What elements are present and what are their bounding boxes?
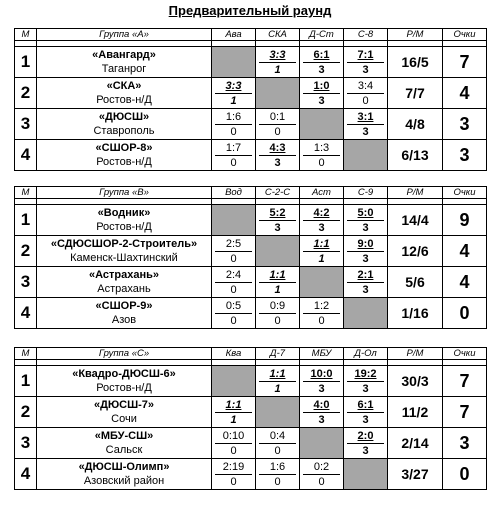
match-result-cell [344,78,388,109]
match-result-cell [212,140,256,171]
team-points: 3 [443,109,487,140]
match-result-cell [212,236,256,267]
match-points: 0 [274,444,281,457]
match-result-cell [256,140,300,171]
match-points: 0 [230,314,237,327]
match-score: 6:1 [347,398,384,413]
team-name: «СКА» [106,80,142,92]
match-points: 3 [274,156,281,169]
team-points: 0 [443,459,487,490]
header-opponent: Ава [212,29,256,41]
team-points: 7 [443,47,487,78]
match-score: 4:3 [259,141,296,156]
header-rm: Р/М [388,187,443,199]
team-points: 9 [443,205,487,236]
match-points: 1 [318,252,325,265]
match-score: 0:4 [259,429,296,444]
group-table-1 [14,28,487,171]
self-match-cell [212,47,256,78]
match-result-cell [212,267,256,298]
header-group-label: Группа «А» [37,29,212,41]
match-points: 3 [274,221,281,234]
team-position: 4 [15,459,37,490]
header-opponent: Ква [212,348,256,360]
team-position: 2 [15,78,37,109]
team-name: «СШОР-9» [95,300,153,312]
header-opponent: С-8 [344,29,388,41]
match-points: 3 [362,63,369,76]
match-result-cell [300,205,344,236]
self-match-cell [344,298,388,329]
match-score: 1:1 [259,367,296,382]
team-points: 3 [443,428,487,459]
match-points: 3 [362,252,369,265]
team-name: «ДЮСШ-Олимп» [78,461,170,473]
match-result-cell [344,109,388,140]
team-position: 3 [15,109,37,140]
table-row [15,78,487,109]
match-score: 1:6 [259,460,296,475]
goals-ratio: 7/7 [388,78,443,109]
match-score: 2:19 [215,460,252,475]
goals-ratio: 1/16 [388,298,443,329]
team-city: Ростов-н/Д [96,156,152,168]
team-city: Ростов-н/Д [96,94,152,106]
team-position: 1 [15,366,37,397]
table-row [15,267,487,298]
match-score: 3:3 [259,48,296,63]
team-cell [37,47,212,78]
match-score: 2:0 [347,429,384,444]
goals-ratio: 11/2 [388,397,443,428]
goals-ratio: 3/27 [388,459,443,490]
match-result-cell [256,428,300,459]
match-result-cell [256,205,300,236]
match-points: 0 [230,125,237,138]
match-result-cell [256,366,300,397]
goals-ratio: 6/13 [388,140,443,171]
match-points: 3 [362,413,369,426]
team-name: «СДЮСШОР-2-Строитель» [50,238,198,250]
match-points: 3 [362,382,369,395]
self-match-cell [344,459,388,490]
self-match-cell [300,109,344,140]
match-result-cell [256,298,300,329]
match-result-cell [256,267,300,298]
match-score: 1:3 [303,141,340,156]
team-position: 4 [15,298,37,329]
match-score: 0:10 [215,429,252,444]
match-score: 1:1 [303,237,340,252]
goals-ratio: 14/4 [388,205,443,236]
match-result-cell [300,140,344,171]
match-points: 1 [230,94,237,107]
header-opponent: Аст [300,187,344,199]
match-result-cell [256,47,300,78]
team-name: «МБУ-СШ» [94,430,154,442]
header-m: М [15,29,37,41]
match-score: 1:7 [215,141,252,156]
match-points: 0 [230,283,237,296]
match-result-cell [344,397,388,428]
match-score: 2:5 [215,237,252,252]
header-rm: Р/М [388,29,443,41]
match-score: 9:0 [347,237,384,252]
match-points: 3 [318,382,325,395]
page-title: Предварительный раунд [168,3,332,18]
header-opponent: Д-Ст [300,29,344,41]
group-header-row [15,348,487,360]
self-match-cell [256,236,300,267]
team-city: Ставрополь [93,125,155,137]
table-row [15,109,487,140]
match-score: 3:1 [347,110,384,125]
match-score: 5:2 [259,206,296,221]
team-city: Каменск-Шахтинский [70,252,178,264]
match-points: 3 [318,413,325,426]
match-result-cell [344,236,388,267]
team-points: 0 [443,298,487,329]
goals-ratio: 30/3 [388,366,443,397]
header-opponent: С-9 [344,187,388,199]
team-cell [37,236,212,267]
team-name: «Астрахань» [88,269,160,281]
match-points: 3 [318,63,325,76]
team-city: Азовский район [83,475,165,487]
match-points: 0 [274,125,281,138]
table-row [15,366,487,397]
match-points: 3 [318,221,325,234]
header-points: Очки [443,29,487,41]
team-position: 4 [15,140,37,171]
match-points: 1 [274,63,281,76]
table-row [15,397,487,428]
self-match-cell [344,140,388,171]
team-cell [37,397,212,428]
group-header-row [15,187,487,199]
self-match-cell [212,366,256,397]
match-points: 0 [318,156,325,169]
header-opponent: Д-7 [256,348,300,360]
match-result-cell [300,236,344,267]
match-points: 3 [362,125,369,138]
team-position: 1 [15,47,37,78]
match-score: 1:2 [303,299,340,314]
team-points: 7 [443,366,487,397]
team-city: Ростов-н/Д [96,382,152,394]
match-result-cell [300,78,344,109]
match-score: 0:1 [259,110,296,125]
group-header-row [15,29,487,41]
team-name: «Квадро-ДЮСШ-6» [72,368,176,380]
self-match-cell [256,397,300,428]
team-cell [37,78,212,109]
match-points: 0 [230,475,237,488]
header-points: Очки [443,187,487,199]
match-points: 0 [230,444,237,457]
match-score: 4:2 [303,206,340,221]
team-cell [37,366,212,397]
match-result-cell [300,47,344,78]
header-opponent: СКА [256,29,300,41]
match-score: 1:1 [215,398,252,413]
match-result-cell [212,397,256,428]
team-city: Сальск [105,444,143,456]
match-result-cell [300,366,344,397]
match-points: 0 [274,314,281,327]
team-points: 4 [443,78,487,109]
team-cell [37,140,212,171]
team-name: «ДЮСШ» [98,111,150,123]
team-name: «ДЮСШ-7» [93,399,155,411]
header-group-label: Группа «С» [37,348,212,360]
header-opponent: Вод [212,187,256,199]
match-score: 6:1 [303,48,340,63]
team-city: Сочи [111,413,137,425]
self-match-cell [300,428,344,459]
match-result-cell [212,78,256,109]
match-score: 0:9 [259,299,296,314]
team-position: 1 [15,205,37,236]
match-result-cell [344,366,388,397]
team-points: 4 [443,267,487,298]
team-position: 2 [15,397,37,428]
match-points: 0 [230,252,237,265]
match-score: 7:1 [347,48,384,63]
table-row [15,47,487,78]
team-position: 3 [15,428,37,459]
team-city: Азов [111,314,137,326]
match-score: 0:2 [303,460,340,475]
match-score: 1:1 [259,268,296,283]
match-points: 0 [274,475,281,488]
match-result-cell [256,109,300,140]
team-cell [37,428,212,459]
match-score: 3:3 [215,79,252,94]
goals-ratio: 5/6 [388,267,443,298]
match-points: 1 [230,413,237,426]
match-score: 2:4 [215,268,252,283]
table-row [15,459,487,490]
team-name: «СШОР-8» [95,142,153,154]
team-city: Ростов-н/Д [96,221,152,233]
match-result-cell [212,459,256,490]
match-points: 0 [230,156,237,169]
goals-ratio: 2/14 [388,428,443,459]
self-match-cell [212,205,256,236]
match-result-cell [212,298,256,329]
match-score: 3:4 [347,79,384,94]
match-points: 3 [362,221,369,234]
table-row [15,428,487,459]
match-points: 1 [274,283,281,296]
table-row [15,205,487,236]
header-opponent: Д-Ол [344,348,388,360]
match-result-cell [344,267,388,298]
team-cell [37,205,212,236]
header-group-label: Группа «В» [37,187,212,199]
match-points: 0 [318,314,325,327]
match-result-cell [212,109,256,140]
match-score: 1:6 [215,110,252,125]
goals-ratio: 4/8 [388,109,443,140]
match-score: 0:5 [215,299,252,314]
match-score: 2:1 [347,268,384,283]
team-cell [37,298,212,329]
match-result-cell [344,47,388,78]
team-points: 3 [443,140,487,171]
match-result-cell [344,205,388,236]
header-opponent: МБУ [300,348,344,360]
team-position: 2 [15,236,37,267]
header-rm: Р/М [388,348,443,360]
team-cell [37,267,212,298]
match-score: 19:2 [347,367,384,382]
match-result-cell [300,459,344,490]
team-points: 7 [443,397,487,428]
header-m: М [15,187,37,199]
table-row [15,298,487,329]
match-score: 5:0 [347,206,384,221]
match-points: 3 [362,444,369,457]
match-score: 1:0 [303,79,340,94]
match-points: 1 [274,382,281,395]
match-result-cell [300,397,344,428]
match-result-cell [212,428,256,459]
match-score: 4:0 [303,398,340,413]
match-result-cell [344,428,388,459]
header-opponent: С-2-С [256,187,300,199]
team-cell [37,459,212,490]
team-cell [37,109,212,140]
self-match-cell [256,78,300,109]
team-name: «Авангард» [92,49,156,61]
match-result-cell [256,459,300,490]
table-row [15,236,487,267]
group-table-3 [14,347,487,490]
group-table-2 [14,186,487,329]
match-points: 0 [318,475,325,488]
match-score: 10:0 [303,367,340,382]
self-match-cell [300,267,344,298]
team-city: Астрахань [97,283,151,295]
header-points: Очки [443,348,487,360]
header-m: М [15,348,37,360]
team-city: Таганрог [101,63,147,75]
team-name: «Водник» [97,207,151,219]
team-position: 3 [15,267,37,298]
match-result-cell [300,298,344,329]
match-points: 0 [362,94,369,107]
table-row [15,140,487,171]
match-points: 3 [318,94,325,107]
goals-ratio: 16/5 [388,47,443,78]
team-points: 4 [443,236,487,267]
match-points: 3 [362,283,369,296]
goals-ratio: 12/6 [388,236,443,267]
